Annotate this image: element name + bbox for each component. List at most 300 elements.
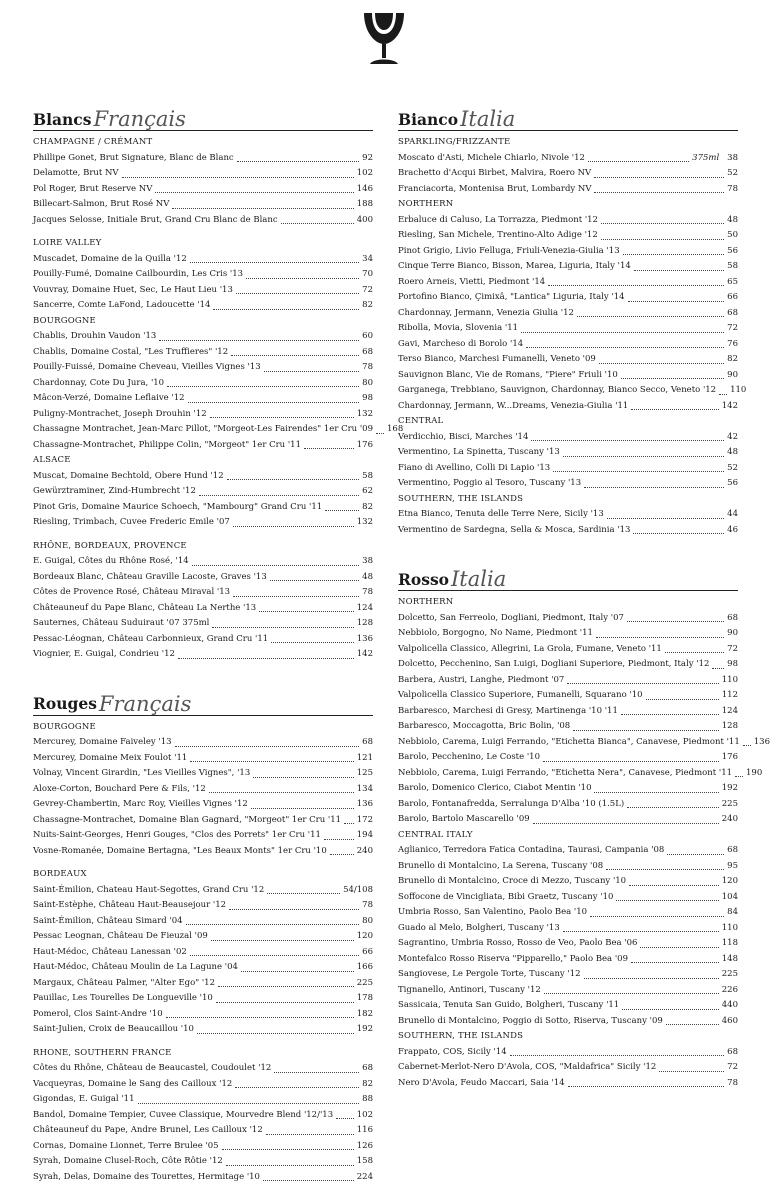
- wine-name: Barbaresco, Moccagotta, Bric Bolin, '08: [398, 719, 570, 735]
- dot-leader: [253, 766, 354, 778]
- wine-name: Vacqueyras, Domaine le Sang des Cailloux '12: [33, 1077, 232, 1093]
- dot-leader: [584, 967, 719, 979]
- wine-list-item: [33, 515, 373, 531]
- wine-list-item: [33, 360, 373, 376]
- wine-name: Côtes du Rhône, Château de Beaucastel, Coudoulet '12: [33, 1061, 271, 1077]
- wine-list-item: [33, 283, 373, 299]
- wine-name: Mercurey, Domaine Faiveley '13: [33, 735, 172, 751]
- dot-leader: [218, 976, 354, 988]
- dot-leader: [601, 228, 724, 240]
- wine-price: 172: [357, 813, 373, 829]
- dot-leader: [606, 859, 724, 871]
- region-heading: SOUTHERN, THE ISLANDS: [398, 492, 738, 508]
- dot-leader: [271, 632, 354, 644]
- wine-price: 176: [722, 750, 738, 766]
- wine-price: 120: [722, 874, 738, 890]
- wine-price: 76: [727, 337, 738, 353]
- wine-list-item: [33, 438, 373, 454]
- wine-price: 56: [727, 476, 738, 492]
- dot-leader: [526, 337, 724, 349]
- dot-leader: [588, 151, 689, 163]
- dot-leader: [344, 813, 354, 825]
- wine-glass-logo-icon: [361, 10, 407, 66]
- wine-price: 68: [362, 1061, 373, 1077]
- wine-price: 118: [722, 936, 738, 952]
- dot-leader: [190, 252, 359, 264]
- wine-list-item: [33, 329, 373, 345]
- bianco-section-header: [398, 96, 738, 131]
- wine-list-item: [398, 843, 738, 859]
- wine-name: Montefalco Rosso Riserva "Pipparello," Paolo Bea '09: [398, 952, 628, 968]
- wine-price: 48: [727, 445, 738, 461]
- wine-list-item: [33, 735, 373, 751]
- region-heading: LOIRE VALLEY: [33, 236, 373, 252]
- wine-price: 240: [357, 844, 373, 860]
- wine-list-item: [398, 275, 738, 291]
- dot-leader: [226, 1154, 354, 1166]
- wine-list-item: [398, 182, 738, 198]
- wine-name: Garganega, Trebbiano, Sauvignon, Chardonnay, Bianco Secco, Veneto '12: [398, 383, 716, 399]
- wine-name: Chardonnay, Cote Du Jura, '10: [33, 376, 164, 392]
- bianco-subtitle: Italia: [460, 109, 515, 130]
- region-heading: NORTHERN: [398, 197, 738, 213]
- dot-leader: [646, 688, 719, 700]
- dot-leader: [621, 368, 724, 380]
- dot-leader: [236, 283, 359, 295]
- wine-name: E. Guigal, Côtes du Rhône Rosé, '14: [33, 554, 189, 570]
- wine-price: 102: [357, 1108, 373, 1124]
- wine-name: Aloxe-Corton, Bouchard Pere & Fils, '12: [33, 782, 206, 798]
- wine-name: Aglianico, Terredora Fatica Contadina, Taurasi, Campania '08: [398, 843, 664, 859]
- wine-price: 102: [357, 166, 373, 182]
- wine-price: 80: [362, 376, 373, 392]
- wine-list-item: [33, 751, 373, 767]
- dot-leader: [584, 476, 724, 488]
- wine-name: Ribolla, Movia, Slovenia '11: [398, 321, 518, 337]
- wine-name: Barbaresco, Marchesi di Gresy, Martinenga '10 '11: [398, 704, 618, 720]
- wine-list-item: [33, 976, 373, 992]
- wine-price: 68: [362, 345, 373, 361]
- wine-name: Haut-Médoc, Château Moulin de La Lagune '04: [33, 960, 238, 976]
- wine-list-item: [398, 244, 738, 260]
- blancs-section-header: [33, 96, 373, 131]
- wine-list-item: [398, 657, 738, 673]
- wine-list-item: [398, 936, 738, 952]
- dot-leader: [270, 570, 359, 582]
- wine-price: 78: [727, 182, 738, 198]
- wine-price: 126: [357, 1139, 373, 1155]
- wine-name: Sancerre, Comte LaFond, Ladoucette '14: [33, 298, 210, 314]
- wine-list-item: [33, 1108, 373, 1124]
- dot-leader: [213, 298, 359, 310]
- wine-price: 72: [727, 321, 738, 337]
- wine-name: Bordeaux Blanc, Château Graville Lacoste, Graves '13: [33, 570, 267, 586]
- wine-price: 124: [357, 601, 373, 617]
- wine-price: 78: [362, 585, 373, 601]
- wine-list-item: [398, 430, 738, 446]
- wine-price: 225: [722, 797, 738, 813]
- dot-leader: [667, 843, 724, 855]
- section-rosso: [398, 556, 738, 1091]
- wine-list-item: [398, 905, 738, 921]
- wine-name: Vouvray, Domaine Huet, Sec, Le Haut Lieu '13: [33, 283, 233, 299]
- dot-leader: [188, 391, 360, 403]
- wine-list-item: [398, 213, 738, 229]
- dot-leader: [175, 735, 360, 747]
- wine-list-item: [33, 813, 373, 829]
- wine-name: Vermentino de Sardegna, Sella & Mosca, Sardinia '13: [398, 523, 630, 539]
- wine-price: 440: [722, 998, 738, 1014]
- left-column: [33, 96, 373, 1185]
- wine-list-item: [398, 352, 738, 368]
- wine-list-item: [33, 500, 373, 516]
- wine-name: Muscat, Domaine Bechtold, Obere Hund '12: [33, 469, 224, 485]
- wine-name: Brunello di Montalcino, Croce di Mezzo, Tuscany '10: [398, 874, 626, 890]
- wine-price: 224: [357, 1170, 373, 1185]
- dot-leader: [216, 991, 354, 1003]
- wine-price: 158: [357, 1154, 373, 1170]
- wine-price: 82: [362, 1077, 373, 1093]
- dot-leader: [594, 781, 718, 793]
- wine-name: Valpolicella Classico Superiore, Fumanelli, Squarano '10: [398, 688, 643, 704]
- wine-list-item: [33, 1007, 373, 1023]
- dot-leader: [241, 960, 354, 972]
- rosso-subtitle: Italia: [451, 569, 506, 590]
- wine-list-item: [398, 967, 738, 983]
- wine-price: 56: [727, 244, 738, 260]
- wine-name: Etna Bianco, Tenuta delle Terre Nere, Sicily '13: [398, 507, 604, 523]
- dot-leader: [211, 929, 354, 941]
- wine-list-item: [398, 1045, 738, 1061]
- wine-list-item: [33, 151, 373, 167]
- wine-list-item: [33, 797, 373, 813]
- wine-list-item: [33, 914, 373, 930]
- wine-list-item: [33, 252, 373, 268]
- wine-name: Sauternes, Château Suduiraut '07 375ml: [33, 616, 209, 632]
- wine-price: 78: [727, 1076, 738, 1092]
- wine-name: Saint-Estèphe, Château Haut-Beausejour '12: [33, 898, 226, 914]
- region-heading: SOUTHERN, THE ISLANDS: [398, 1029, 738, 1045]
- wine-name: Pouilly-Fuissé, Domaine Cheveau, Vieilles Vignes '13: [33, 360, 261, 376]
- wine-list-item: [398, 859, 738, 875]
- wine-price: 62: [362, 484, 373, 500]
- wine-name: Sagrantino, Umbria Rosso, Rosso de Veo, Paolo Bea '06: [398, 936, 637, 952]
- wine-price: 50: [727, 228, 738, 244]
- dot-leader: [553, 461, 724, 473]
- wine-list-item: [33, 766, 373, 782]
- wine-list-item: [33, 616, 373, 632]
- wine-list-item: [398, 290, 738, 306]
- wine-name: Roero Arneis, Vietti, Piedmont '14: [398, 275, 545, 291]
- dot-leader: [563, 445, 724, 457]
- wine-name: Chassagne-Montrachet, Domaine Blan Gagnard, "Morgeot" 1er Cru '11: [33, 813, 341, 829]
- dot-leader: [590, 905, 724, 917]
- wine-name: Vermentino, La Spinetta, Tuscany '13: [398, 445, 560, 461]
- dot-leader: [122, 166, 354, 178]
- wine-list-item: [398, 735, 738, 751]
- rosso-title: Rosso: [398, 572, 449, 591]
- wine-price: 54/108: [343, 883, 373, 899]
- dot-leader: [735, 766, 743, 778]
- wine-price: 178: [357, 991, 373, 1007]
- wine-price: 52: [727, 461, 738, 477]
- wine-price: 104: [722, 890, 738, 906]
- wine-list-item: [398, 611, 738, 627]
- wine-list-item: [33, 422, 373, 438]
- dot-leader: [510, 1045, 724, 1057]
- wine-price: 44: [727, 507, 738, 523]
- dot-leader: [627, 611, 724, 623]
- wine-list-item: [398, 1060, 738, 1076]
- wine-name: Syrah, Domaine Clusel-Roch, Côte Rôtie '12: [33, 1154, 223, 1170]
- dot-leader: [577, 306, 724, 318]
- dot-leader: [621, 704, 719, 716]
- wine-name: Chassagne-Montrachet, Philippe Colin, "Morgeot" 1er Cru '11: [33, 438, 301, 454]
- dot-leader: [167, 376, 359, 388]
- wine-list-item: [398, 750, 738, 766]
- rouges-title: Rouges: [33, 696, 97, 715]
- wine-list-item: [33, 484, 373, 500]
- wine-list-item: [33, 182, 373, 198]
- wine-name: Tignanello, Antinori, Tuscany '12: [398, 983, 541, 999]
- wine-name: Delamotte, Brut NV: [33, 166, 119, 182]
- wine-list-item: [398, 921, 738, 937]
- region-heading: BOURGOGNE: [33, 314, 373, 330]
- wine-price: 136: [754, 735, 770, 751]
- dot-leader: [548, 275, 724, 287]
- wine-name: Gigondas, E. Guigal '11: [33, 1092, 135, 1108]
- wine-name: Sassicaia, Tenuta San Guido, Bolgheri, Tuscany '11: [398, 998, 619, 1014]
- wine-list-item: [398, 321, 738, 337]
- wine-name: Moscato d'Asti, Michele Chiarlo, Nivole '12: [398, 151, 585, 167]
- dot-leader: [634, 259, 724, 271]
- wine-price: 132: [357, 407, 373, 423]
- wine-price: 88: [362, 1092, 373, 1108]
- wine-list-item: [33, 1061, 373, 1077]
- wine-list-item: [398, 874, 738, 890]
- wine-price: 90: [727, 368, 738, 384]
- wine-list-item: [398, 890, 738, 906]
- region-heading: NORTHERN: [398, 595, 738, 611]
- wine-name: Sauvignon Blanc, Vie de Romans, "Piere" Friuli '10: [398, 368, 618, 384]
- wine-list-item: [398, 151, 738, 167]
- wine-name: Pinot Gris, Domaine Maurice Schoech, "Mambourg" Grand Cru '11: [33, 500, 322, 516]
- dot-leader: [601, 213, 724, 225]
- wine-price: 72: [727, 642, 738, 658]
- wine-price: 400: [357, 213, 373, 229]
- wine-price: 192: [357, 1022, 373, 1038]
- dot-leader: [594, 166, 724, 178]
- wine-name: Saint-Émilion, Chateau Haut-Segottes, Grand Cru '12: [33, 883, 264, 899]
- wine-list-item: [33, 554, 373, 570]
- wine-name: Chassagne Montrachet, Jean-Marc Pillot, "Morgeot-Les Fairendes" 1er Cru '09: [33, 422, 373, 438]
- dot-leader: [719, 383, 727, 395]
- wine-name: Pomerol, Clos Saint-Andre '10: [33, 1007, 163, 1023]
- wine-name: Cornas, Domaine Lionnet, Terre Brulee '05: [33, 1139, 219, 1155]
- dot-leader: [325, 500, 359, 512]
- wine-price: 95: [727, 859, 738, 875]
- wine-name: Portofino Bianco, Çimixâ, "Lantica" Liguria, Italy '14: [398, 290, 625, 306]
- wine-list-item: [33, 632, 373, 648]
- dot-leader: [190, 945, 359, 957]
- wine-list-item: [398, 507, 738, 523]
- wine-list-item: [398, 306, 738, 322]
- wine-name: Vosne-Romanée, Domaine Bertagna, "Les Beaux Monts" 1er Cru '10: [33, 844, 327, 860]
- wine-price: 142: [357, 647, 373, 663]
- wine-price: 190: [746, 766, 762, 782]
- wine-price: 42: [727, 430, 738, 446]
- wine-name: Frappato, COS, Sicily '14: [398, 1045, 507, 1061]
- dot-leader: [336, 1108, 354, 1120]
- region-heading: CHAMPAGNE / CRÉMANT: [33, 135, 373, 151]
- wine-name: Pessac-Léognan, Château Carbonnieux, Grand Cru '11: [33, 632, 268, 648]
- wine-list-item: [33, 570, 373, 586]
- wine-name: Mâcon-Verzé, Domaine Leflaive '12: [33, 391, 185, 407]
- wine-name: Soffocone de Vincigliata, Bibi Graetz, Tuscany '10: [398, 890, 613, 906]
- wine-list-item: [398, 445, 738, 461]
- dot-leader: [616, 890, 718, 902]
- wine-name: Gevrey-Chambertin, Marc Roy, Vieilles Vignes '12: [33, 797, 248, 813]
- wine-name: Côtes de Provence Rosé, Château Miraval '13: [33, 585, 230, 601]
- rouges-section-header: [33, 681, 373, 716]
- wine-price: 48: [362, 570, 373, 586]
- wine-name: Pauillac, Les Tourelles De Longueville '10: [33, 991, 213, 1007]
- wine-name: Pessac Leognan, Château De Fieuzal '09: [33, 929, 208, 945]
- wine-price: 116: [357, 1123, 373, 1139]
- dot-leader: [531, 430, 724, 442]
- rouges-subtitle: Français: [99, 694, 191, 715]
- wine-list-item: [33, 345, 373, 361]
- wine-list-item: [33, 844, 373, 860]
- section-blancs: [33, 96, 373, 663]
- dot-leader: [210, 407, 354, 419]
- wine-name: Barbera, Austri, Langhe, Piedmont '07: [398, 673, 564, 689]
- wine-list-item: [33, 828, 373, 844]
- wine-price: 134: [357, 782, 373, 798]
- dot-leader: [209, 782, 354, 794]
- wine-price: 38: [362, 554, 373, 570]
- dot-leader: [186, 914, 360, 926]
- wine-name: Pouilly-Fumé, Domaine Cailbourdin, Les Cris '13: [33, 267, 243, 283]
- wine-price: 60: [362, 329, 373, 345]
- dot-leader: [573, 719, 719, 731]
- section-bianco: [398, 96, 738, 538]
- wine-price: 110: [722, 921, 738, 937]
- dot-leader: [631, 952, 719, 964]
- dot-leader: [259, 601, 354, 613]
- wine-name: Cabernet-Merlot-Nero D'Avola, COS, "Maldafrica" Sicily '12: [398, 1060, 656, 1076]
- wine-list-item: [33, 585, 373, 601]
- wine-list-item: [33, 1077, 373, 1093]
- wine-list-item: [398, 673, 738, 689]
- wine-price: 132: [357, 515, 373, 531]
- wine-list-item: [33, 991, 373, 1007]
- dot-leader: [521, 321, 724, 333]
- dot-leader: [712, 657, 724, 669]
- wine-list-item: [33, 945, 373, 961]
- wine-list-item: [398, 368, 738, 384]
- wine-name: Phillipe Gonet, Brut Signature, Blanc de Blanc: [33, 151, 234, 167]
- wine-list-item: [398, 1014, 738, 1030]
- blancs-title: Blancs: [33, 112, 91, 131]
- dot-leader: [237, 151, 359, 163]
- dot-leader: [166, 1007, 354, 1019]
- dot-leader: [743, 735, 751, 747]
- region-heading: CENTRAL: [398, 414, 738, 430]
- wine-list-item: [398, 983, 738, 999]
- wine-price: 226: [722, 983, 738, 999]
- dot-leader: [178, 647, 354, 659]
- dot-leader: [199, 484, 359, 496]
- wine-list-item: [398, 642, 738, 658]
- wine-price: 188: [357, 197, 373, 213]
- wine-name: Nero D'Avola, Feudo Maccari, Saia '14: [398, 1076, 565, 1092]
- wine-price: 68: [727, 1045, 738, 1061]
- section-rouges: [33, 681, 373, 1185]
- dot-leader: [666, 1014, 719, 1026]
- wine-name: Erbaluce di Caluso, La Torrazza, Piedmont '12: [398, 213, 598, 229]
- dot-leader: [281, 213, 354, 225]
- wine-list-item: [398, 766, 738, 782]
- wine-price: 46: [727, 523, 738, 539]
- wine-name: Châteauneuf du Pape, Andre Brunel, Les Cailloux '12: [33, 1123, 263, 1139]
- wine-list-item: [398, 476, 738, 492]
- dot-leader: [222, 1139, 354, 1151]
- wine-list-item: [33, 391, 373, 407]
- wine-price: 168: [387, 422, 403, 438]
- wine-list-item: [33, 166, 373, 182]
- dot-leader: [596, 626, 724, 638]
- wine-name: Margaux, Château Palmer, "Alter Ego" '12: [33, 976, 215, 992]
- wine-price: 68: [727, 306, 738, 322]
- wine-price: 66: [362, 945, 373, 961]
- wine-price: 136: [357, 797, 373, 813]
- wine-name: Dolcetto, San Ferreolo, Dogliani, Piedmont, Italy '07: [398, 611, 624, 627]
- wine-name: Chardonnay, Jermann, W...Dreams, Venezia-Giulia '11: [398, 399, 628, 415]
- wine-name: Sangiovese, Le Pergole Torte, Tuscany '12: [398, 967, 581, 983]
- wine-list-item: [33, 898, 373, 914]
- dot-leader: [251, 797, 354, 809]
- dot-leader: [192, 554, 360, 566]
- wine-name: Gewürztraminer, Zind-Humbrecht '12: [33, 484, 196, 500]
- wine-price: 48: [727, 213, 738, 229]
- wine-list-item: [33, 883, 373, 899]
- wine-price: 72: [362, 283, 373, 299]
- wine-list-item: [33, 601, 373, 617]
- wine-price: 225: [722, 967, 738, 983]
- wine-name: Guado al Melo, Bolgheri, Tuscany '13: [398, 921, 560, 937]
- wine-name: Brunello di Montalcino, Poggio di Sotto, Riserva, Tuscany '09: [398, 1014, 663, 1030]
- bianco-title: Bianco: [398, 112, 458, 131]
- dot-leader: [628, 290, 725, 302]
- dot-leader: [568, 1076, 724, 1088]
- wine-list-item: [33, 929, 373, 945]
- wine-list-item: [398, 998, 738, 1014]
- dot-leader: [304, 438, 354, 450]
- wine-name: Terso Bianco, Marchesi Fumanelli, Veneto '09: [398, 352, 596, 368]
- dot-leader: [623, 244, 725, 256]
- region-heading: SPARKLING/FRIZZANTE: [398, 135, 738, 151]
- wine-price: 84: [727, 905, 738, 921]
- wine-name: Nebbiolo, Borgogno, No Name, Piedmont '11: [398, 626, 593, 642]
- dot-leader: [659, 1060, 724, 1072]
- wine-name: Saint-Émilion, Château Simard '04: [33, 914, 183, 930]
- wine-price: 58: [362, 469, 373, 485]
- wine-list-item: [33, 1092, 373, 1108]
- dot-leader: [212, 616, 353, 628]
- wine-price: 98: [727, 657, 738, 673]
- wine-price: 65: [727, 275, 738, 291]
